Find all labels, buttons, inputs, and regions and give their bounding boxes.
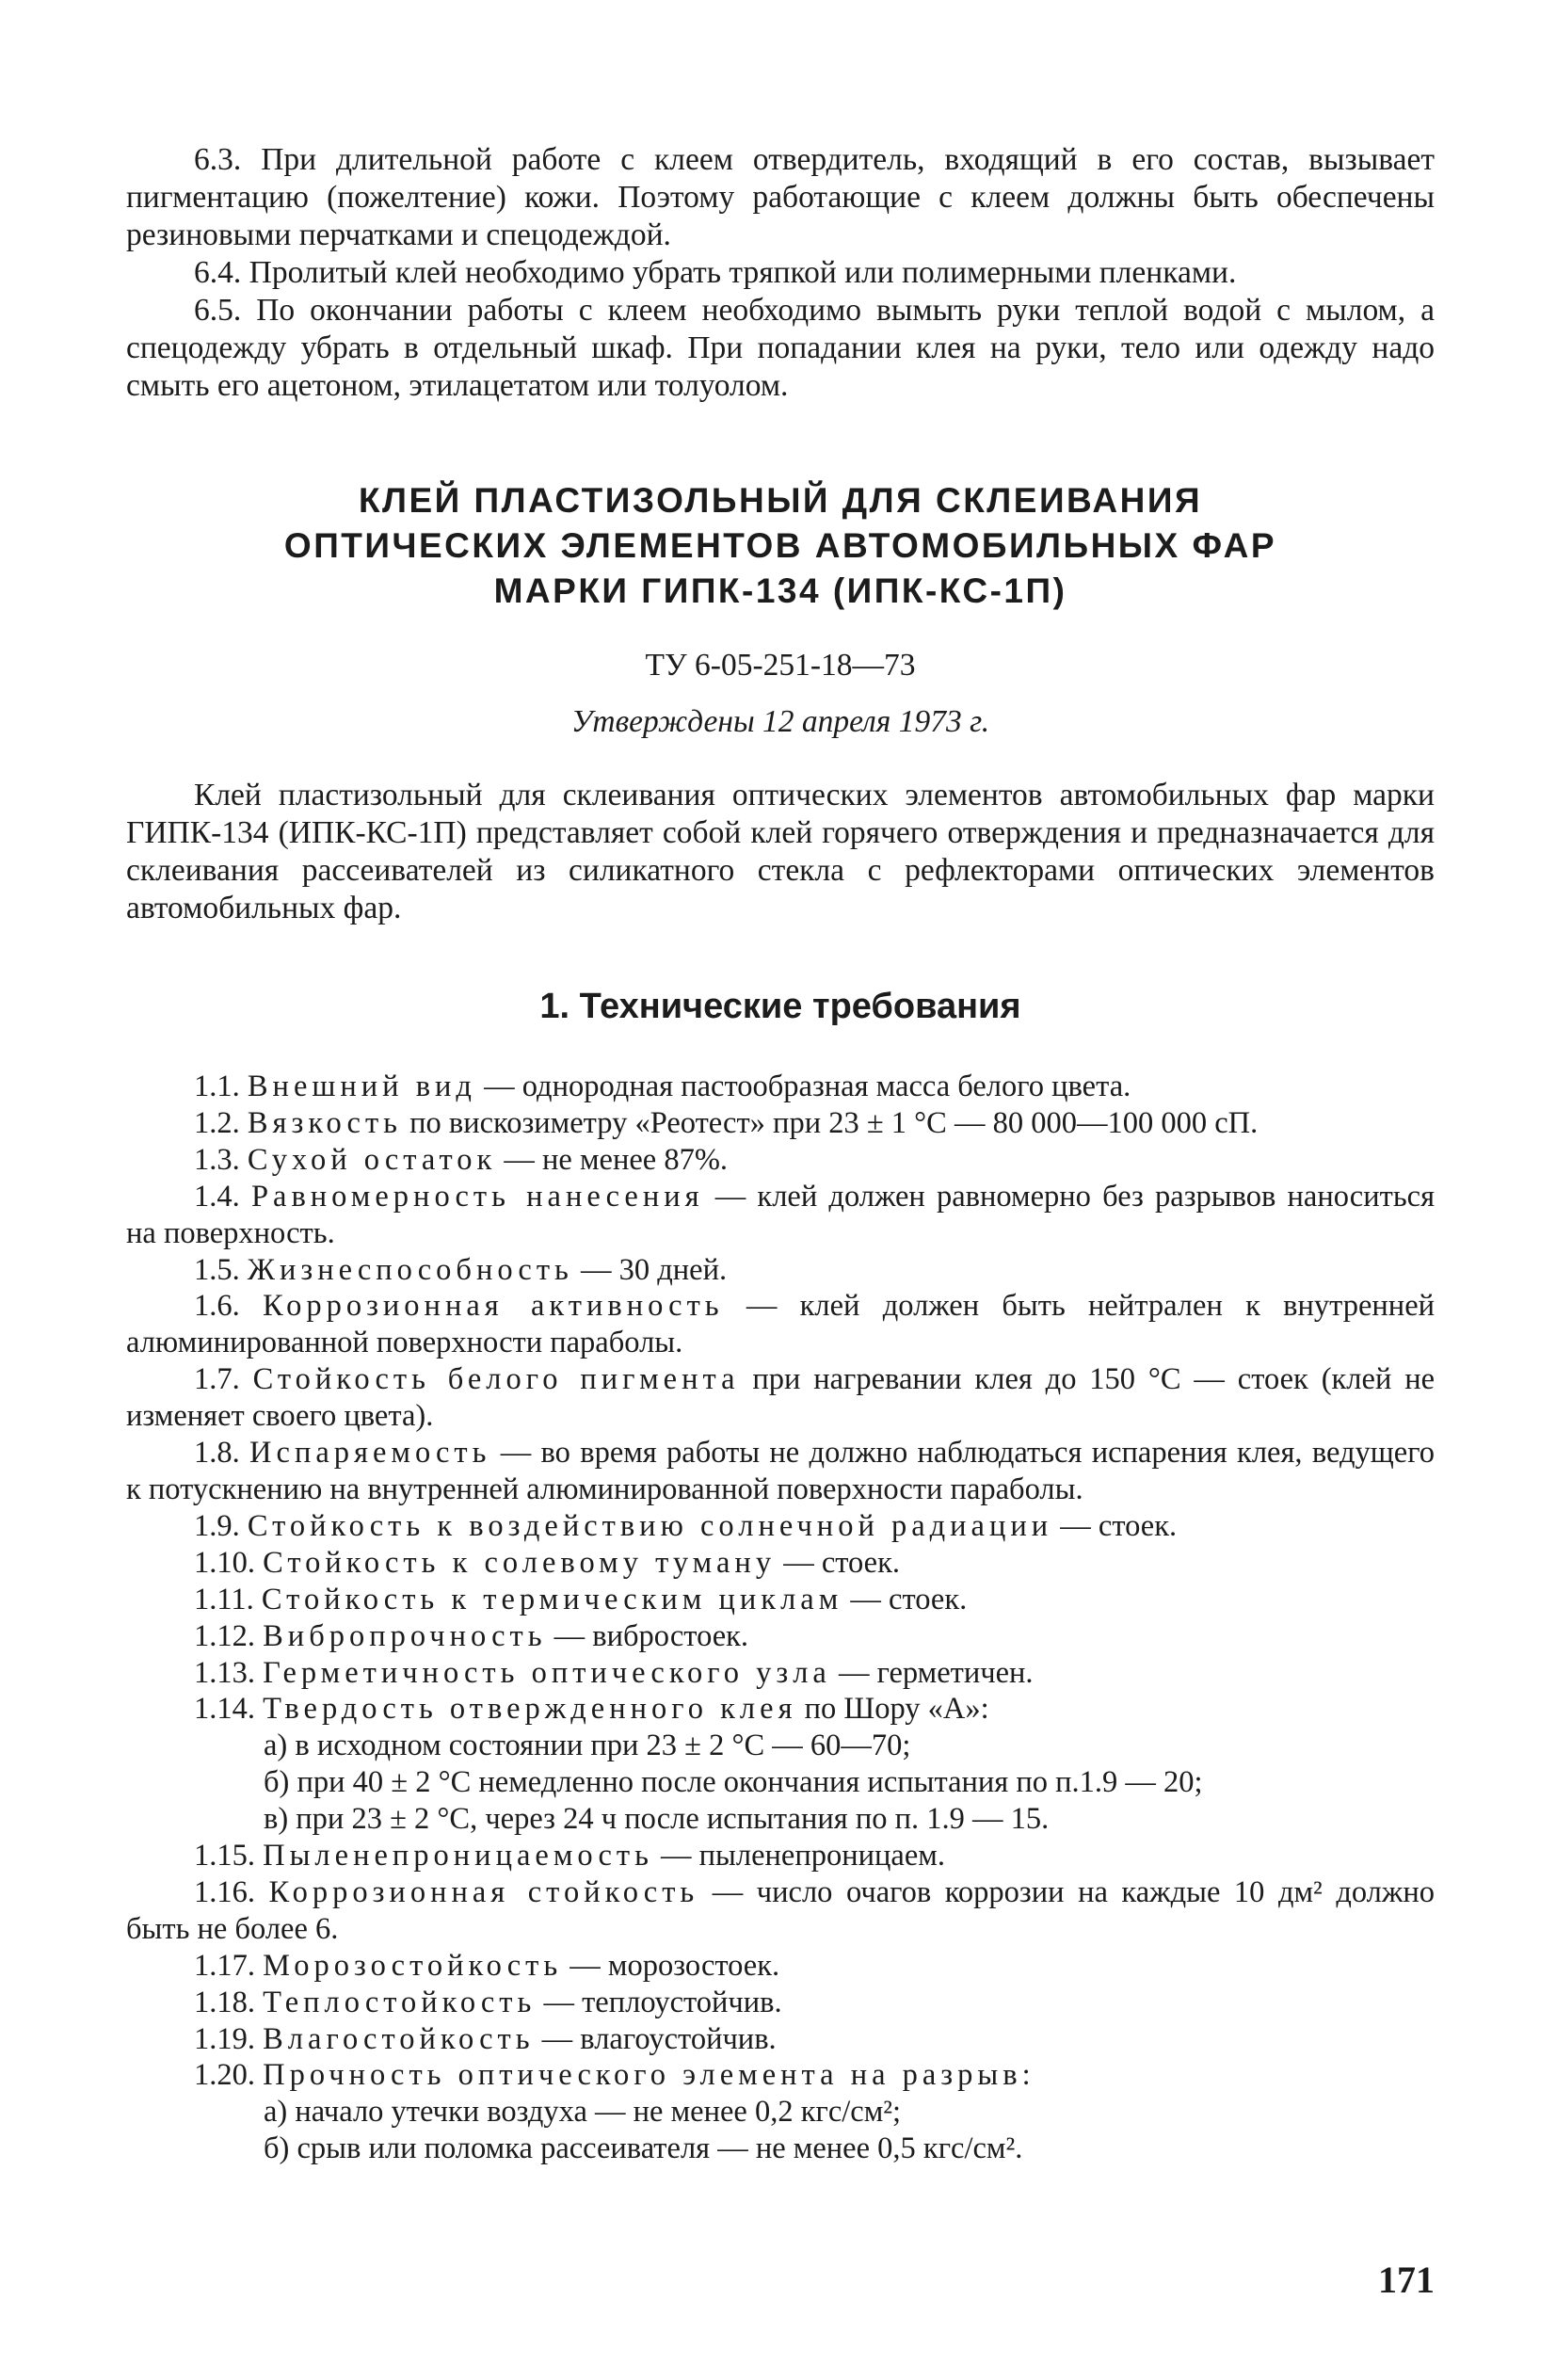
title-line: КЛЕЙ ПЛАСТИЗОЛЬНЫЙ ДЛЯ СКЛЕИВАНИЯ	[358, 481, 1203, 520]
requirement-item: 1.14. Твердость отвержденного клея по Шору «А»:	[194, 1692, 989, 1727]
title-line: ОПТИЧЕСКИХ ЭЛЕМЕНТОВ АВТОМОБИЛЬНЫХ ФАР	[283, 526, 1277, 565]
safety-section	[126, 141, 1435, 405]
paragraph-6-4: 6.4. Пролитый клей необходимо убрать тряпкой или полимерными пленками.	[194, 255, 1237, 290]
requirement-item: 1.5. Жизнеспособность — 30 дней.	[194, 1252, 728, 1287]
requirement-subitem: а) начало утечки воздуха — не менее 0,2 кгс/см²;	[264, 2095, 902, 2130]
document-title	[126, 478, 1435, 614]
requirement-item: 1.15. Пыленепроницаемость — пыленепроницаем.	[194, 1839, 945, 1873]
requirement-item: 1.10. Стойкость к солевому туману — стоек.	[194, 1545, 901, 1580]
requirement-item: 1.16. Коррозионная стойкость — число очагов коррозии на каждые 10 дм² должно быть не более 6.	[126, 1874, 1435, 1946]
title-line: МАРКИ ГИПК-134 (ИПК-КС-1П)	[493, 571, 1067, 610]
requirement-item: 1.7. Стойкость белого пигмента при нагревании клея до 150 °С — стоек (клей не изменяет своего цвета).	[126, 1362, 1436, 1434]
requirement-item: 1.4. Равномерность нанесения — клей должен равномерно без разрывов наноситься на поверхность.	[126, 1179, 1436, 1250]
requirement-subitem: б) срыв или поломка рассеивателя — не менее 0,5 кгс/см².	[264, 2131, 1023, 2166]
requirement-item: 1.8. Испаряемость — во время работы не должно наблюдаться испарения клея, ведущего к потускнению на внутренней алюминированной поверхности параболы.	[126, 1436, 1435, 1506]
requirement-item: 1.3. Сухой остаток — не менее 87%.	[194, 1142, 729, 1177]
requirement-item: 1.11. Стойкость к термическим циклам — стоек.	[194, 1582, 968, 1616]
spec-code: ТУ 6-05-251-18—73	[645, 648, 916, 683]
section-title: 1. Технические требования	[539, 987, 1021, 1026]
requirement-item: 1.12. Вибропрочность — вибростоек.	[194, 1618, 749, 1653]
requirement-item: 1.18. Теплостойкость — теплоустойчив.	[194, 1985, 782, 2019]
requirement-item: 1.19. Влагостойкость — влагоустойчив.	[194, 2021, 777, 2056]
requirement-subitem: б) при 40 ± 2 °С немедленно после окончания испытания по п.1.9 — 20;	[264, 1765, 1203, 1800]
description-paragraph: Клей пластизольный для склеивания оптических элементов автомобильных фар марки ГИПК-134 (ИПК-КС-1П) представляет собой клей горячего отверждения и предназначается для склеивания рассеивателей из силикатного стекла с рефлекторами оптических элементов автомобильных фар.	[126, 778, 1435, 925]
paragraph-6-3: 6.3. При длительной работе с клеем отвердитель, входящий в его состав, вызывает пигментацию (пожелтение) кожи. Поэтому работающие с клеем должны быть обеспечены резиновыми перчатками и спецодеждой.	[126, 142, 1435, 252]
requirement-subitem: а) в исходном состоянии при 23 ± 2 °С — 60—70;	[264, 1729, 911, 1763]
requirement-item: 1.9. Стойкость к воздействию солнечной радиации — стоек.	[194, 1508, 1178, 1543]
requirement-subitem: в) при 23 ± 2 °С, через 24 ч после испытания по п. 1.9 — 15.	[264, 1802, 1050, 1837]
requirements-list	[126, 1069, 1435, 2167]
description-section	[126, 777, 1435, 927]
requirement-item: 1.6. Коррозионная активность — клей должен быть нейтрален к внутренней алюминированной поверхности параболы.	[126, 1289, 1436, 1360]
approval-date: Утверждены 12 апреля 1973 г.	[570, 704, 990, 739]
requirement-item: 1.1. Внешний вид — однородная пастообразная масса белого цвета.	[194, 1069, 1131, 1103]
paragraph-6-5: 6.5. По окончании работы с клеем необходимо вымыть руки теплой водой с мылом, а спецодежду убрать в отдельный шкаф. При попадании клея на руки, тело или одежду надо смыть его ацетоном, этилацетатом или толуолом.	[126, 293, 1435, 403]
requirement-item: 1.13. Герметичность оптического узла — герметичен.	[194, 1655, 1034, 1690]
requirement-item: 1.17. Морозостойкость — морозостоек.	[194, 1948, 780, 1983]
requirement-item: 1.20. Прочность оптического элемента на разрыв:	[194, 2058, 1031, 2093]
requirement-item: 1.2. Вязкость по вискозиметру «Реотест» при 23 ± 1 °С — 80 000—100 000 сП.	[194, 1105, 1259, 1140]
page-number: 171	[1378, 2259, 1435, 2301]
